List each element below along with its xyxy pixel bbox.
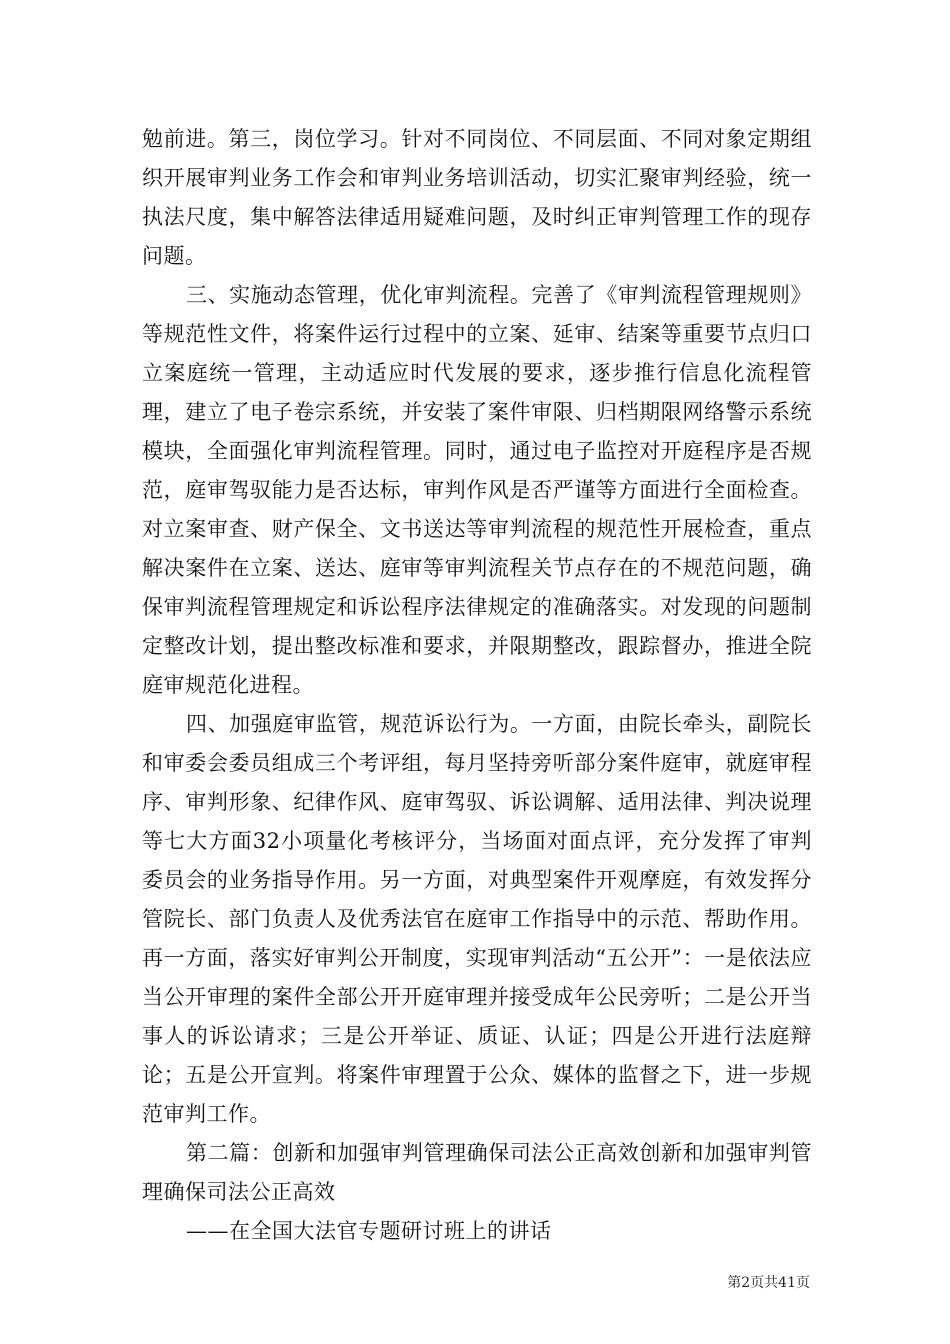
page-number-footer: 第2页共41页	[727, 1275, 810, 1291]
paragraph-continuation: 勉前进。第三，岗位学习。针对不同岗位、不同层面、不同对象定期组织开展审判业务工作会和审判业务培训活动，切实汇聚审判经验，统一执法尺度，集中解答法律适用疑难问题，及时纠正审判管理工作的现存问题。	[142, 127, 812, 268]
speech-subtitle: ——在全国大法官专题研讨班上的讲话	[186, 1219, 552, 1243]
paragraph-section-three: 三、实施动态管理，优化审判流程。完善了《审判流程管理规则》等规范性文件，将案件运行过程中的立案、延审、结案等重要节点归口立案庭统一管理，主动适应时代发展的要求，逐步推行信息化流程管理，建立了电子卷宗系统，并安装了案件审限、归档期限网络警示系统模块，全面强化审判流程管理。同时，通过电子监控对开庭程序是否规范，庭审驾驭能力是否达标，审判作风是否严谨等方面进行全面检查。对立案审查、财产保全、文书送达等审判流程的规范性开展检查，重点解决案件在立案、送达、庭审等审判流程关节点存在的不规范问题，确保审判流程管理规定和诉讼程序法律规定的准确落实。对发现的问题制定整改计划，提出整改标准和要求，并限期整改，跟踪督办，推进全院庭审规范化进程。	[142, 283, 812, 697]
paragraph-chapter-two-title: 第二篇：创新和加强审判管理确保司法公正高效创新和加强审判管理确保司法公正高效	[142, 1141, 812, 1204]
paragraph-section-four: 四、加强庭审监管，规范诉讼行为。一方面，由院长牵头，副院长和审委会委员组成三个考评组，每月坚持旁听部分案件庭审，就庭审程序、审判形象、纪律作风、庭审驾驭、诉讼调解、适用法律、判决说理等七大方面32小项量化考核评分，当场面对面点评，充分发挥了审判委员会的业务指导作用。另一方面，对典型案件开观摩庭，有效发挥分管院长、部门负责人及优秀法官在庭审工作指导中的示范、帮助作用。再一方面，落实好审判公开制度，实现审判活动“五公开”：一是依法应当公开审理的案件全部公开开庭审理并接受成年公民旁听；二是公开当事人的诉讼请求；三是公开举证、质证、认证；四是公开进行法庭辩论；五是公开宣判。将案件审理置于公众、媒体的监督之下，进一步规范审判工作。	[142, 712, 812, 1126]
document-body	[142, 120, 812, 1251]
